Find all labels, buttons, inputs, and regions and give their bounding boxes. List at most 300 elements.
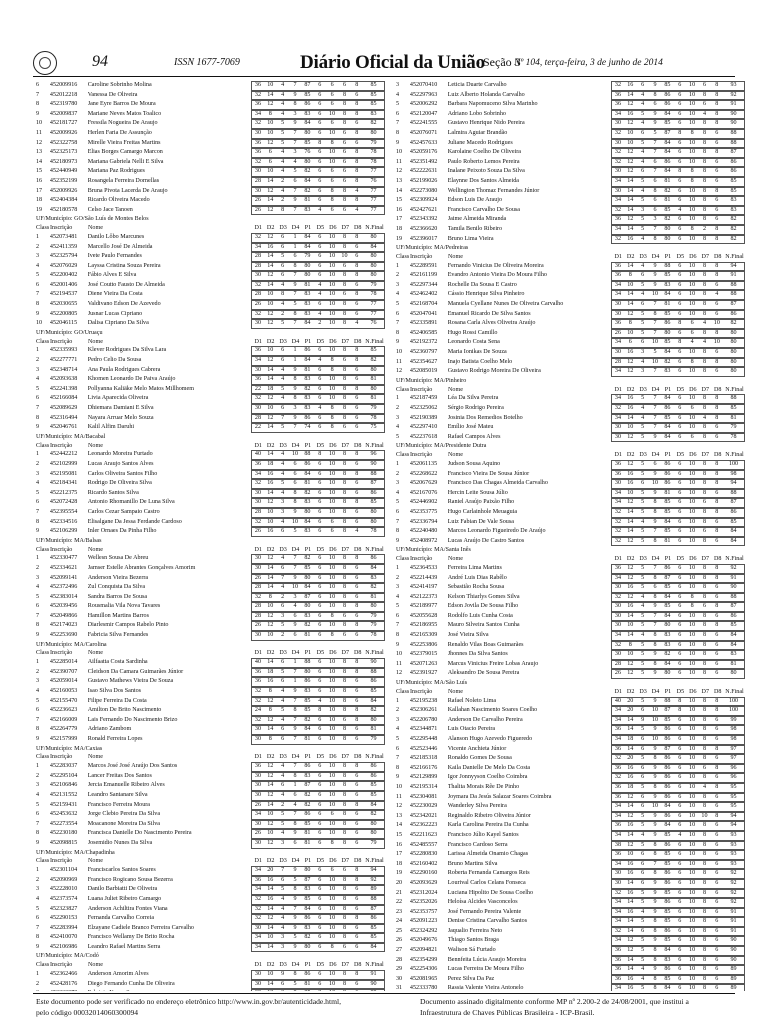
score-cell: 6 bbox=[293, 612, 297, 619]
score-cell: 5 bbox=[641, 470, 645, 477]
score-cell: 87 bbox=[304, 593, 311, 600]
score-header: P1 bbox=[664, 556, 672, 563]
score-cell: 32 bbox=[614, 927, 621, 934]
score-header: D2 bbox=[626, 253, 635, 260]
score-cell: 8 bbox=[715, 82, 719, 88]
score-cell: 4 bbox=[702, 339, 706, 346]
score-cell: 5 bbox=[641, 225, 645, 232]
score-cell: 8 bbox=[653, 499, 657, 506]
score-cell: 6 bbox=[318, 233, 322, 240]
score-cell: 8 bbox=[355, 233, 359, 240]
inscricao-cell: 452360797 bbox=[409, 349, 438, 356]
inscricao-cell: 452523446 bbox=[409, 745, 438, 752]
inscricao-cell: 452344871 bbox=[409, 726, 438, 733]
score-cell: 32 bbox=[614, 206, 621, 213]
table-row bbox=[396, 631, 745, 641]
score-header: D2 bbox=[266, 546, 275, 553]
score-cell: 8 bbox=[702, 889, 706, 896]
score-cell: 80 bbox=[304, 129, 311, 136]
score-cell: 4 bbox=[641, 632, 645, 639]
score-cell: 12 bbox=[627, 368, 634, 375]
score-cell: 80 bbox=[730, 349, 737, 356]
score-cells bbox=[251, 820, 385, 830]
score-cell: 40 bbox=[614, 697, 621, 704]
table-row bbox=[396, 725, 745, 735]
score-cell: 87 bbox=[664, 707, 671, 714]
table-row bbox=[396, 927, 745, 937]
inscricao-cell: 452353757 bbox=[409, 908, 438, 915]
inscricao-cell: 452049676 bbox=[409, 937, 438, 944]
score-cell: 10 bbox=[689, 158, 696, 165]
score-cell: 83 bbox=[304, 886, 311, 893]
class-cell: 21 bbox=[396, 889, 403, 896]
inscricao-cell: 452195238 bbox=[409, 697, 438, 704]
score-cell: 8 bbox=[355, 659, 359, 666]
name-cell: Dhiemara Damiani E Silva bbox=[87, 405, 154, 411]
score-cell: 88 bbox=[730, 489, 737, 496]
score-cells bbox=[611, 281, 745, 291]
score-cell: 78 bbox=[730, 433, 737, 440]
table-row bbox=[36, 518, 385, 528]
score-cells bbox=[611, 300, 745, 310]
score-cell: 8 bbox=[653, 660, 657, 667]
score-cell: 83 bbox=[664, 956, 671, 963]
class-cell: 8 bbox=[36, 622, 40, 629]
inscricao-cell: 452390707 bbox=[49, 668, 78, 675]
score-cell: 6 bbox=[355, 830, 359, 837]
score-cell: 14 bbox=[267, 366, 274, 373]
score-cell: 81 bbox=[304, 736, 311, 742]
class-cell: 3 bbox=[396, 414, 400, 421]
score-cell: 10 bbox=[689, 908, 696, 915]
score-header: D2 bbox=[266, 650, 275, 657]
score-cells bbox=[611, 129, 745, 139]
column-header-row bbox=[36, 442, 385, 451]
score-cell: 6 bbox=[293, 632, 297, 639]
score-cell: 9 bbox=[293, 385, 297, 392]
score-header: D5 bbox=[316, 338, 325, 345]
score-cell: 86 bbox=[664, 812, 671, 819]
score-cell: 4 bbox=[281, 688, 285, 695]
score-cell: 7 bbox=[281, 414, 285, 421]
score-cell: 14 bbox=[267, 197, 274, 204]
score-cell: 8 bbox=[293, 262, 297, 269]
score-cell: 34 bbox=[614, 707, 621, 714]
score-cell: 82 bbox=[304, 555, 311, 562]
score-cell: 9 bbox=[653, 670, 657, 677]
score-cell: 8 bbox=[715, 508, 719, 515]
score-cells bbox=[611, 593, 745, 603]
score-cell: 8 bbox=[330, 632, 334, 639]
score-cell: 87 bbox=[730, 603, 737, 610]
name-cell: Thalita Morais Rêe De Pinho bbox=[447, 783, 520, 790]
score-cell: 8 bbox=[702, 632, 706, 639]
score-cell: 84 bbox=[304, 726, 311, 733]
score-cell: 12 bbox=[627, 158, 634, 165]
class-cell: 9 bbox=[396, 339, 400, 346]
results-block bbox=[396, 377, 745, 443]
score-cell: 34 bbox=[614, 291, 621, 298]
score-cell: 30 bbox=[614, 870, 621, 877]
score-header: D5 bbox=[316, 650, 325, 657]
score-cell: 14 bbox=[627, 879, 634, 886]
score-cell: 10 bbox=[689, 641, 696, 648]
score-cell: 84 bbox=[730, 528, 737, 535]
score-header: D3 bbox=[279, 650, 287, 657]
score-cell: 6 bbox=[715, 158, 719, 165]
class-cell: 12 bbox=[396, 168, 403, 175]
name-cell: Marcello José De Almeida bbox=[87, 243, 153, 250]
score-header: P1 bbox=[304, 962, 312, 969]
score-cell: 82 bbox=[304, 791, 311, 798]
score-cell: 4 bbox=[702, 414, 706, 421]
inscricao-cell: 452106986 bbox=[49, 943, 78, 950]
score-cell: 10 bbox=[689, 574, 696, 581]
score-cell: 6 bbox=[355, 934, 359, 941]
score-cell: 10 bbox=[329, 905, 336, 912]
score-cell: 8 bbox=[702, 91, 706, 98]
score-header: D7 bbox=[701, 253, 709, 260]
score-cell: 6 bbox=[678, 177, 682, 184]
name-cell: Klever Rodrigues Da Silva Lara bbox=[87, 347, 167, 354]
name-cell: Léa Da Silva Pereira bbox=[447, 395, 499, 402]
score-cell: 8 bbox=[342, 830, 346, 837]
score-cell: 85 bbox=[664, 310, 671, 317]
score-cell: 4 bbox=[281, 791, 285, 798]
score-cell: 4 bbox=[281, 772, 285, 779]
score-header: D6 bbox=[689, 556, 697, 563]
score-cell: 6 bbox=[281, 272, 285, 279]
score-cell: 6 bbox=[715, 841, 719, 848]
score-cell: 14 bbox=[627, 414, 634, 421]
inscricao-cell: 452342021 bbox=[409, 812, 438, 819]
score-cell: 10 bbox=[329, 801, 336, 808]
class-cell: 1 bbox=[36, 867, 40, 874]
score-cell: 9 bbox=[653, 518, 657, 525]
score-cell: 84 bbox=[304, 518, 311, 525]
name-cell: Rodrigo De Oliveira Silva bbox=[87, 480, 152, 487]
score-cell: 8 bbox=[653, 310, 657, 317]
score-cell: 85 bbox=[370, 82, 377, 88]
score-cell: 6 bbox=[355, 593, 359, 600]
score-cell: 92 bbox=[730, 899, 737, 906]
score-cell: 6 bbox=[342, 262, 346, 269]
name-cell: Maria Ionikas De Souza bbox=[447, 349, 507, 356]
score-cells bbox=[611, 470, 745, 480]
score-cell: 94 bbox=[730, 822, 737, 829]
inscricao-cell: 452001406 bbox=[49, 281, 78, 288]
score-cells bbox=[611, 235, 745, 245]
score-header: D2 bbox=[626, 452, 635, 459]
score-cell: 100 bbox=[728, 697, 739, 704]
score-cell: 6 bbox=[678, 584, 682, 591]
score-cell: 81 bbox=[370, 395, 377, 402]
score-cell: 10 bbox=[627, 424, 634, 431]
score-cell: 3 bbox=[281, 612, 285, 619]
class-cell: 3 bbox=[396, 82, 400, 88]
score-cell: 10 bbox=[689, 660, 696, 667]
score-cell: 7 bbox=[653, 612, 657, 619]
score-cell: 10 bbox=[329, 791, 336, 798]
score-cell: 6 bbox=[715, 168, 719, 175]
col-inscricao-header: Inscrição bbox=[50, 546, 73, 553]
score-cell: 6 bbox=[678, 110, 682, 117]
score-cells bbox=[251, 725, 385, 735]
score-cell: 5 bbox=[281, 129, 285, 136]
col-nome-header: Nome bbox=[88, 442, 103, 449]
score-cell: 36 bbox=[254, 678, 261, 685]
inscricao-cell: 452240480 bbox=[409, 528, 438, 535]
score-header: D2 bbox=[626, 688, 635, 695]
score-cell: 82 bbox=[730, 235, 737, 242]
score-cell: 6 bbox=[355, 924, 359, 931]
score-cell: 86 bbox=[304, 763, 311, 770]
score-cell: 10 bbox=[689, 101, 696, 108]
score-cell: 28 bbox=[254, 262, 261, 269]
score-cell: 80 bbox=[370, 385, 377, 392]
score-cell: 7 bbox=[653, 168, 657, 175]
score-cell: 10 bbox=[329, 934, 336, 941]
score-cell: 82 bbox=[664, 216, 671, 223]
score-header: D8 bbox=[353, 225, 362, 232]
inscricao-cell: 452094821 bbox=[409, 947, 438, 954]
table-row bbox=[36, 677, 385, 687]
score-cell: 4 bbox=[641, 235, 645, 242]
table-row bbox=[36, 110, 385, 120]
table-row bbox=[36, 508, 385, 518]
inscricao-cell: 452352026 bbox=[409, 899, 438, 906]
table-row bbox=[396, 404, 745, 414]
class-cell: 3 bbox=[36, 678, 40, 685]
score-cell: 9 bbox=[653, 764, 657, 771]
score-header: D1 bbox=[614, 253, 622, 260]
score-cell: 8 bbox=[653, 235, 657, 242]
score-cell: 6 bbox=[678, 593, 682, 600]
score-cell: 5 bbox=[641, 329, 645, 336]
score-header: D4 bbox=[651, 688, 660, 695]
table-row bbox=[36, 716, 385, 726]
score-cell: 10 bbox=[329, 736, 336, 742]
score-cell: 9 bbox=[653, 489, 657, 496]
table-row bbox=[396, 81, 745, 91]
score-cell: 76 bbox=[370, 320, 377, 327]
score-cell: 10 bbox=[651, 358, 659, 365]
score-cell: 86 bbox=[370, 489, 377, 496]
score-cell: 8 bbox=[653, 975, 657, 982]
table-row bbox=[36, 895, 385, 905]
score-cell: 8 bbox=[342, 460, 346, 467]
score-cell: 5 bbox=[293, 980, 297, 987]
score-cell: 8 bbox=[702, 860, 706, 867]
score-cell: 85 bbox=[664, 508, 671, 515]
score-header: D1 bbox=[254, 858, 262, 865]
score-cell: 6 bbox=[678, 358, 682, 365]
score-cell: 1 bbox=[293, 357, 297, 364]
score-cells bbox=[251, 762, 385, 772]
score-cell: 80 bbox=[730, 358, 737, 365]
score-cell: 80 bbox=[370, 603, 377, 610]
score-cell: 8 bbox=[702, 975, 706, 982]
name-cell: Inler Ornaes Da Pinha Filho bbox=[87, 528, 157, 535]
results-block bbox=[396, 546, 745, 679]
score-cell: 4 bbox=[281, 924, 285, 931]
table-row bbox=[396, 821, 745, 831]
class-cell: 1 bbox=[36, 659, 40, 666]
class-cell: 1 bbox=[396, 460, 400, 467]
score-cell: 5 bbox=[293, 301, 297, 308]
score-cell: 6 bbox=[641, 168, 645, 175]
score-cells bbox=[251, 593, 385, 603]
score-cell: 6 bbox=[678, 660, 682, 667]
score-cell: 80 bbox=[370, 253, 377, 260]
table-row bbox=[36, 574, 385, 584]
score-cell: 6 bbox=[715, 975, 719, 982]
score-cell: 6 bbox=[678, 310, 682, 317]
score-cell: 93 bbox=[730, 82, 737, 88]
score-cell: 3 bbox=[641, 368, 645, 375]
score-cell: 8 bbox=[702, 480, 706, 487]
score-cell: 6 bbox=[318, 688, 322, 695]
score-cell: 6 bbox=[715, 956, 719, 963]
score-header: D6 bbox=[329, 650, 337, 657]
score-cell: 85 bbox=[664, 831, 671, 838]
score-cell: 7 bbox=[293, 763, 297, 770]
inscricao-cell: 452091223 bbox=[409, 918, 438, 925]
score-headers bbox=[252, 442, 385, 451]
score-cells bbox=[251, 300, 385, 310]
inscricao-cell: 452364533 bbox=[409, 564, 438, 571]
score-cell: 8 bbox=[653, 755, 657, 762]
inscricao-cell: 452160402 bbox=[409, 860, 438, 867]
score-cell: 10 bbox=[689, 395, 696, 402]
score-cell: 83 bbox=[304, 291, 311, 298]
score-cell: 90 bbox=[730, 584, 737, 591]
score-cell: 32 bbox=[254, 716, 261, 723]
score-cell: 14 bbox=[267, 281, 274, 288]
score-cell: 12 bbox=[267, 915, 274, 922]
score-cell: 4 bbox=[281, 395, 285, 402]
score-cell: 94 bbox=[730, 262, 737, 269]
score-cell: 83 bbox=[304, 612, 311, 619]
name-cell: Cleidson Da Camara Guimarães Júnior bbox=[87, 668, 184, 675]
score-cell: 6 bbox=[678, 158, 682, 165]
score-cell: 16 bbox=[627, 405, 634, 411]
name-cell: Juliane Macedo Rodrigues bbox=[447, 139, 513, 146]
score-cells bbox=[611, 612, 745, 622]
score-cell: 10 bbox=[329, 281, 336, 288]
table-row bbox=[396, 206, 745, 216]
score-cell: 10 bbox=[651, 707, 659, 714]
score-cell: 34 bbox=[614, 110, 621, 117]
score-header: D2 bbox=[266, 338, 275, 345]
name-cell: Rochelle Da Sousa E Castro bbox=[447, 281, 517, 288]
score-cell: 8 bbox=[715, 745, 719, 752]
class-cell: 4 bbox=[396, 593, 400, 600]
score-cell: 6 bbox=[318, 470, 322, 477]
score-cell: 20 bbox=[267, 867, 274, 874]
score-cell: 10 bbox=[329, 129, 336, 136]
inscricao-cell: 452230180 bbox=[49, 830, 78, 837]
score-cell: 9 bbox=[293, 120, 297, 127]
score-cell: 5 bbox=[641, 899, 645, 906]
score-cell: 30 bbox=[614, 622, 621, 629]
table-row bbox=[36, 310, 385, 320]
score-cell: 14 bbox=[267, 659, 274, 666]
name-cell: Vanessa De Oliveira bbox=[87, 91, 138, 98]
score-cell bbox=[351, 990, 363, 991]
score-cell: 30 bbox=[614, 879, 621, 886]
name-cell: Edson Luis De Araujo bbox=[447, 197, 503, 204]
score-cell: 80 bbox=[370, 716, 377, 723]
score-cell: 28 bbox=[254, 603, 261, 610]
inscricao-cell: 452440949 bbox=[49, 168, 78, 175]
score-cell: 8 bbox=[702, 745, 706, 752]
score-cell: 14 bbox=[627, 726, 634, 733]
class-cell: 2 bbox=[36, 564, 40, 571]
score-cell: 30 bbox=[254, 772, 261, 779]
score-cell: 8 bbox=[342, 310, 346, 317]
table-row bbox=[396, 329, 745, 339]
score-cells bbox=[251, 716, 385, 726]
score-header: D3 bbox=[639, 556, 647, 563]
class-cell: 7 bbox=[36, 508, 40, 515]
score-cells bbox=[251, 423, 385, 433]
inscricao-cell: 452166084 bbox=[49, 395, 78, 402]
score-cell: 79 bbox=[370, 736, 377, 742]
results-block bbox=[36, 745, 385, 849]
score-cell: 8 bbox=[342, 555, 346, 562]
table-row bbox=[396, 394, 745, 404]
name-cell: José Vieira Silva bbox=[447, 632, 489, 639]
score-header: D3 bbox=[279, 962, 287, 969]
table-row bbox=[396, 518, 745, 528]
score-header: D7 bbox=[341, 754, 349, 761]
score-cell: 92 bbox=[370, 876, 377, 883]
score-cell: 6 bbox=[715, 831, 719, 838]
score-cell: 6 bbox=[268, 158, 272, 165]
name-cell: Rassia Valente Vieira Antonelo bbox=[447, 985, 524, 991]
class-cell: 14 bbox=[396, 187, 403, 194]
score-cell: 6 bbox=[678, 528, 682, 535]
score-cell: 85 bbox=[664, 414, 671, 421]
class-cell: 6 bbox=[36, 281, 40, 288]
score-cell: 6 bbox=[318, 272, 322, 279]
score-cell: 85 bbox=[664, 82, 671, 88]
score-cell: 9 bbox=[641, 716, 645, 723]
inscricao-cell: 452157999 bbox=[49, 736, 78, 742]
table-row bbox=[396, 802, 745, 812]
score-cell: 10 bbox=[329, 149, 336, 156]
col-inscricao-header: Inscrição bbox=[50, 858, 73, 865]
class-cell: 14 bbox=[396, 822, 403, 829]
score-cell: 6 bbox=[678, 433, 682, 440]
score-cell: 8 bbox=[342, 772, 346, 779]
score-cell: 6 bbox=[318, 424, 322, 431]
score-cell: 36 bbox=[254, 101, 261, 108]
inscricao-cell: 452333780 bbox=[409, 985, 438, 991]
inscricao-cell: 452102999 bbox=[49, 460, 78, 467]
score-cell: 85 bbox=[370, 101, 377, 108]
score-cell: 26 bbox=[254, 197, 261, 204]
name-cell: Bruna Pivota Lacerda De Araujo bbox=[87, 187, 168, 194]
score-cell: 14 bbox=[627, 197, 634, 204]
score-cell: 6 bbox=[678, 937, 682, 944]
score-cell: 7 bbox=[293, 811, 297, 818]
score-cell: 10 bbox=[291, 584, 299, 591]
score-cell: 8 bbox=[702, 395, 706, 402]
score-cell: 36 bbox=[614, 101, 621, 108]
inscricao-cell: 452155470 bbox=[49, 697, 78, 704]
